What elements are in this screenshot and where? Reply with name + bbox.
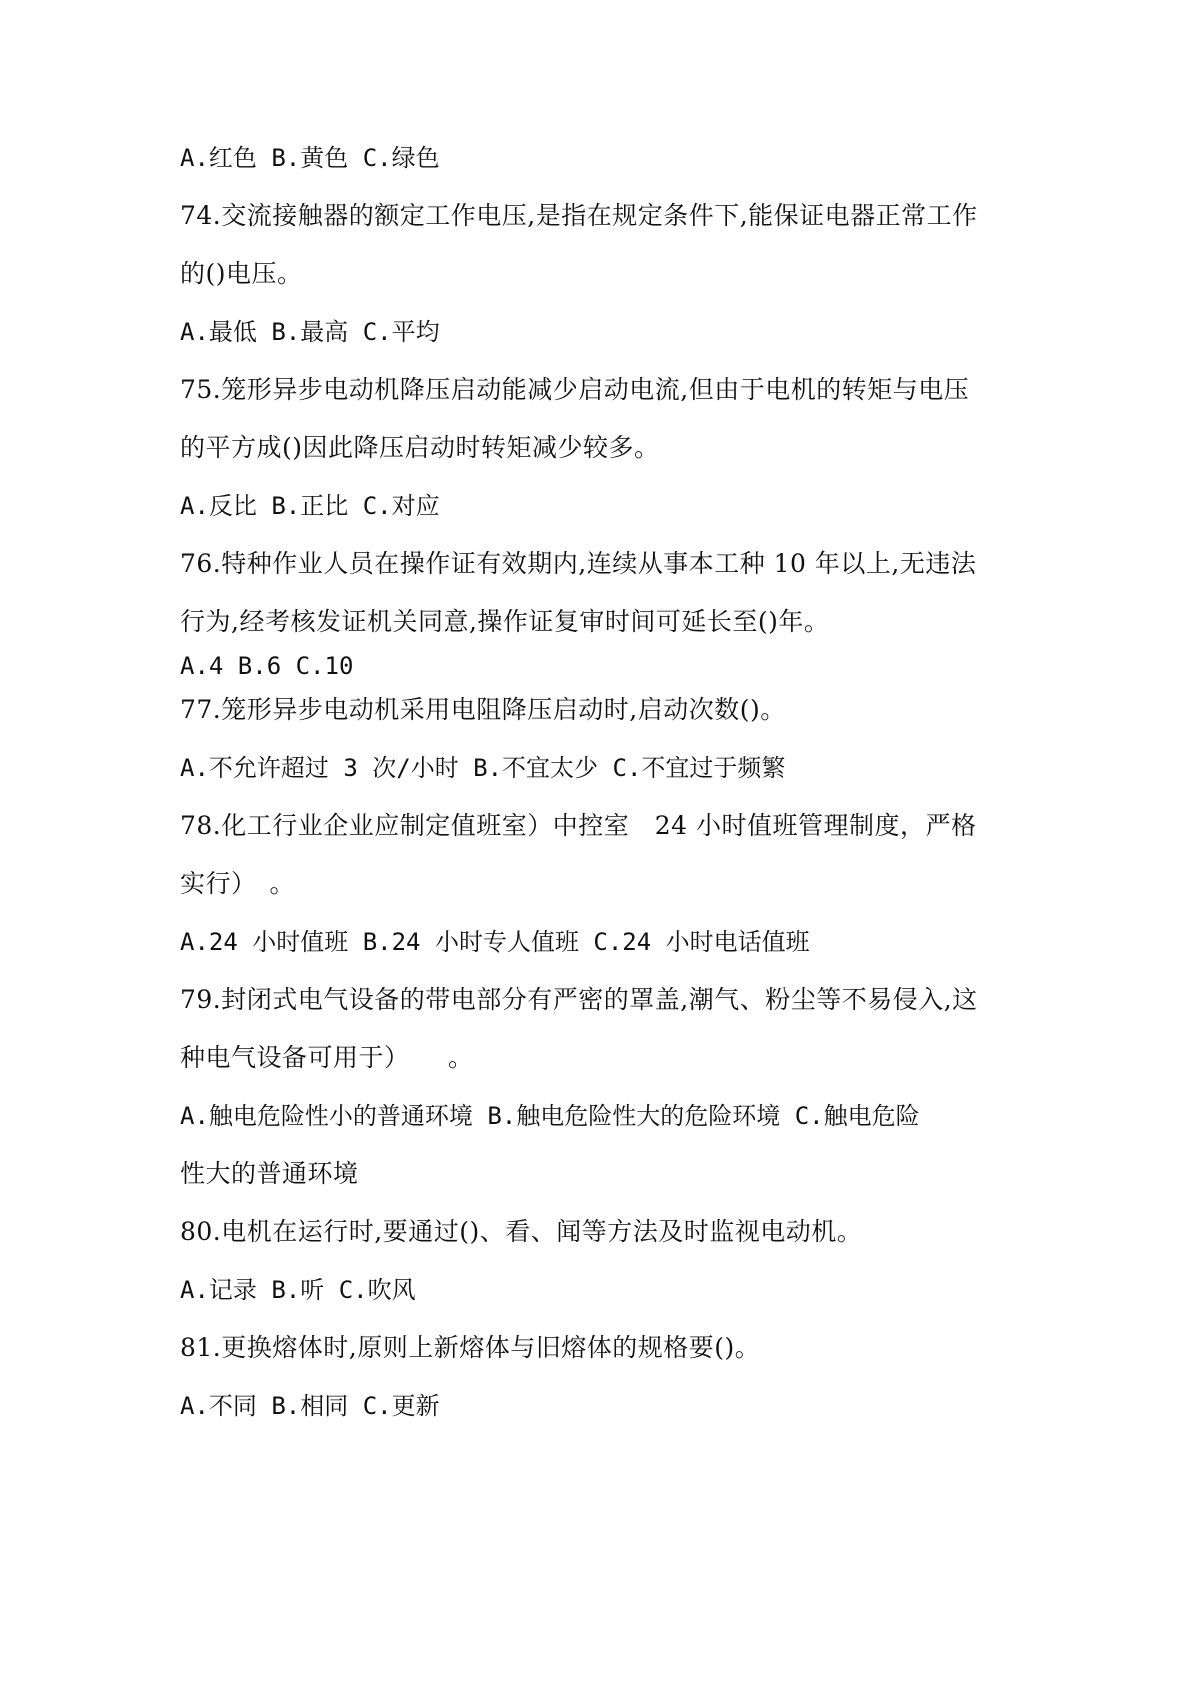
q74-options: A.最低 B.最高 C.平均 (180, 318, 440, 346)
q77-options: A.不允许超过 3 次/小时 B.不宜太少 C.不宜过于频繁 (180, 754, 786, 782)
q79-text-line-1: 79.封闭式电气设备的带电部分有严密的罩盖,潮气、粉尘等不易侵入,这 (180, 985, 978, 1014)
q78-text-line-2: 实行） 。 (180, 869, 296, 898)
q74-text-line-1: 74.交流接触器的额定工作电压,是指在规定条件下,能保证电器正常工作 (180, 201, 978, 230)
q81-text: 81.更换熔体时,原则上新熔体与旧熔体的规格要()。 (180, 1333, 761, 1362)
q78-options: A.24 小时值班 B.24 小时专人值班 C.24 小时电话值班 (180, 928, 810, 956)
q77-text: 77.笼形异步电动机采用电阻降压启动时,启动次数()。 (180, 695, 786, 724)
q78-text-line-1: 78.化工行业企业应制定值班室）中控室 24 小时值班管理制度，严格 (180, 811, 977, 840)
q75-text-line-1: 75.笼形异步电动机降压启动能减少启动电流,但由于电机的转矩与电压 (180, 375, 970, 404)
q76-text-line-2: 行为,经考核发证机关同意,操作证复审时间可延长至()年。 (180, 607, 830, 636)
q79-options-line-1: A.触电危险性小的普通环境 B.触电危险性大的危险环境 C.触电危险 (180, 1102, 920, 1130)
q80-text: 80.电机在运行时,要通过()、看、闻等方法及时监视电动机。 (180, 1217, 863, 1246)
q75-options: A.反比 B.正比 C.对应 (180, 492, 440, 520)
q76-options: A.4 B.6 C.10 (180, 652, 354, 680)
q80-options: A.记录 B.听 C.吹风 (180, 1276, 416, 1304)
q76-text-line-1: 76.特种作业人员在操作证有效期内,连续从事本工种 10 年以上,无违法 (180, 549, 977, 578)
q74-text-line-2: 的()电压。 (180, 259, 303, 288)
q79-options-line-2: 性大的普通环境 (180, 1159, 359, 1188)
q73-options: A.红色 B.黄色 C.绿色 (180, 144, 440, 172)
q75-text-line-2: 的平方成()因此降压启动时转矩减少较多。 (180, 433, 660, 462)
q79-text-line-2: 种电气设备可用于） 。 (180, 1043, 474, 1072)
q81-options: A.不同 B.相同 C.更新 (180, 1392, 440, 1420)
